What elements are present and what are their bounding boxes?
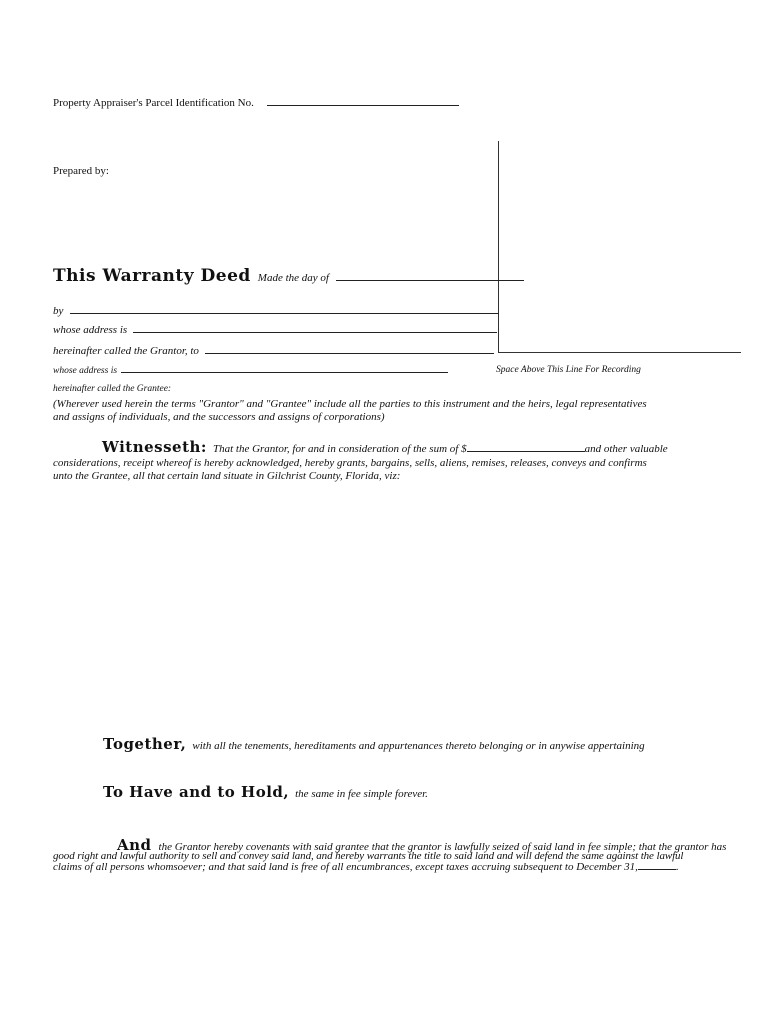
grantee-address-label: whose address is	[53, 366, 118, 376]
grantor-address-row	[53, 324, 497, 336]
together-row	[103, 735, 645, 754]
made-day-field[interactable]	[336, 279, 524, 281]
grantor-address-field[interactable]	[133, 331, 497, 333]
grantor-to-row	[53, 345, 494, 357]
parcel-id-field[interactable]	[267, 104, 459, 106]
wherever-line-2: and assigns of individuals, and the successors and assigns of corporations)	[53, 411, 385, 423]
and-text-3-end: .	[675, 861, 679, 873]
to-have-text: the same in fee simple forever.	[295, 788, 428, 800]
prepared-by-label: Prepared by:	[53, 165, 109, 177]
parcel-id-label: Property Appraiser's Parcel Identification No.	[53, 97, 254, 109]
grantee-address-field[interactable]	[121, 371, 448, 373]
recording-box-horizontal-line	[498, 352, 741, 353]
wherever-line-1: (Wherever used herein the terms "Grantor" and "Grantee" include all the parties to this instrument and the heirs, legal representatives	[53, 398, 647, 410]
by-row	[53, 305, 499, 317]
grantee-label: hereinafter called the Grantee:	[53, 384, 172, 394]
witnesseth-text-2: considerations, receipt whereof is hereby acknowledged, hereby grants, bargains, sells, aliens, remises, releases, conveys and confirms	[53, 457, 647, 469]
and-text-1: the Grantor hereby covenants with said grantee that the grantor is lawfully seized of said land in fee simple; that the grantor has	[158, 841, 727, 853]
parcel-id-row	[53, 97, 459, 109]
december-year-field[interactable]	[638, 868, 676, 870]
witnesseth-heading: Witnesseth:	[102, 438, 207, 456]
deed-title: This Warranty Deed	[53, 266, 251, 286]
witnesseth-row	[102, 438, 668, 457]
and-text-2: good right and lawful authority to sell and convey said land, and hereby warrants the title to said land and will defend the same against the lawful	[53, 850, 684, 862]
recording-space-label: Space Above This Line For Recording	[496, 365, 641, 375]
witnesseth-text-1b: and other valuable	[584, 443, 668, 455]
grantor-to-label: hereinafter called the Grantor, to	[53, 345, 199, 357]
grantor-address-label: whose address is	[53, 324, 128, 336]
recording-box-vertical-line	[498, 141, 499, 353]
together-heading: Together,	[103, 735, 187, 753]
to-have-heading: To Have and to Hold,	[103, 783, 290, 801]
grantee-name-field[interactable]	[205, 352, 494, 354]
deed-title-row	[53, 266, 524, 286]
by-label: by	[53, 305, 64, 317]
and-text-3-row	[53, 861, 679, 873]
and-heading: And	[117, 836, 152, 854]
together-text: with all the tenements, hereditaments and appurtenances thereto belonging or in anywise appertaining	[192, 740, 645, 752]
and-text-3: claims of all persons whomsoever; and that said land is free of all encumbrances, except taxes accruing subsequent to December 31,	[53, 861, 638, 873]
consideration-sum-field[interactable]	[467, 450, 585, 452]
witnesseth-text-3: unto the Grantee, all that certain land situate in Gilchrist County, Florida, viz:	[53, 470, 401, 482]
grantor-name-field[interactable]	[70, 312, 499, 314]
grantee-address-row	[53, 366, 448, 376]
made-day-label: Made the day of	[257, 272, 329, 284]
to-have-row	[103, 783, 428, 802]
witnesseth-text-1: That the Grantor, for and in consideration of the sum of $	[212, 443, 467, 455]
